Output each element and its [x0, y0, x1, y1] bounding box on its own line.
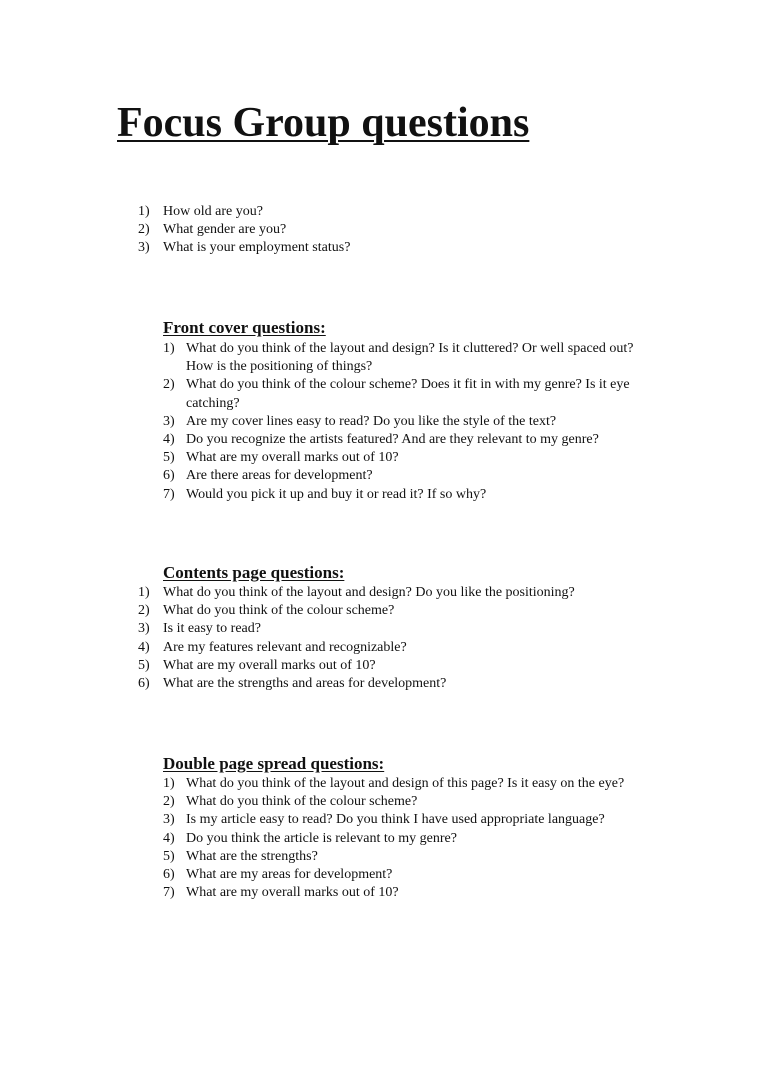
- basic-questions-list: [138, 203, 643, 258]
- double-page-spread-questions-list: [163, 775, 656, 902]
- list-item: [138, 584, 653, 602]
- item-number: 5): [163, 450, 175, 466]
- list-item: [163, 811, 656, 829]
- item-number: 7): [163, 885, 175, 901]
- list-item: [138, 239, 643, 257]
- item-text: Would you pick it up and buy it or read it? If so why?: [186, 486, 487, 502]
- front-cover-heading: Front cover questions:: [163, 318, 326, 337]
- item-text: Do you recognize the artists featured? And are they relevant to my genre?: [186, 432, 599, 448]
- list-item: [163, 449, 656, 467]
- list-item: [163, 431, 656, 449]
- item-number: 3): [138, 240, 150, 256]
- item-text: What do you think of the colour scheme?: [163, 603, 395, 619]
- item-text: What do you think of the layout and design? Do you like the positioning?: [163, 585, 575, 600]
- list-item: [163, 340, 656, 376]
- item-text: What are the strengths?: [186, 848, 318, 864]
- list-item: [138, 203, 643, 221]
- list-item: [163, 376, 656, 412]
- front-cover-questions-list: [163, 340, 656, 504]
- item-number: 2): [163, 377, 175, 393]
- item-number: 2): [138, 222, 150, 238]
- item-number: 4): [163, 432, 175, 448]
- item-text: Do you think the article is relevant to my genre?: [186, 830, 457, 846]
- item-text: What do you think of the layout and design of this page? Is it easy on the eye?: [186, 776, 625, 791]
- item-number: 2): [163, 794, 175, 810]
- list-item: [138, 639, 653, 657]
- item-number: 3): [138, 621, 150, 637]
- item-text: Are my features relevant and recognizable?: [163, 639, 407, 655]
- item-number: 1): [138, 204, 150, 219]
- item-text: Is my article easy to read? Do you think I have used appropriate language?: [186, 812, 605, 828]
- item-number: 1): [163, 341, 175, 356]
- item-number: 4): [163, 830, 175, 846]
- list-item: [163, 467, 656, 485]
- list-item: [138, 620, 653, 638]
- contents-page-questions-list: [138, 584, 653, 693]
- list-item: [163, 866, 656, 884]
- item-number: 5): [138, 657, 150, 673]
- item-number: 2): [138, 603, 150, 619]
- item-text: Is it easy to read?: [163, 621, 261, 637]
- item-number: 3): [163, 413, 175, 429]
- page-title: Focus Group questions: [117, 100, 530, 146]
- list-item: [163, 830, 656, 848]
- item-text: What gender are you?: [163, 222, 287, 238]
- item-number: 6): [163, 867, 175, 883]
- item-text: What are the strengths and areas for development?: [163, 676, 447, 692]
- item-number: 1): [163, 776, 175, 791]
- item-text: What are my overall marks out of 10?: [163, 657, 376, 673]
- item-number: 6): [163, 468, 175, 484]
- contents-page-heading: Contents page questions:: [163, 563, 345, 582]
- item-number: 7): [163, 486, 175, 502]
- item-number: 4): [138, 639, 150, 655]
- item-text: Are there areas for development?: [186, 468, 373, 484]
- item-number: 6): [138, 676, 150, 692]
- list-item: [138, 602, 653, 620]
- item-text: What do you think of the layout and design? Is it cluttered? Or well spaced out? How is the positioning of things?: [186, 341, 634, 375]
- double-page-spread-heading: Double page spread questions:: [163, 754, 385, 773]
- item-text: What is your employment status?: [163, 240, 351, 256]
- item-text: Are my cover lines easy to read? Do you like the style of the text?: [186, 413, 557, 429]
- list-item: [163, 413, 656, 431]
- list-item: [163, 775, 656, 793]
- item-text: What do you think of the colour scheme?: [186, 794, 418, 810]
- item-number: 1): [138, 585, 150, 600]
- item-text: What do you think of the colour scheme? Does it fit in with my genre? Is it eye catching?: [186, 377, 630, 411]
- list-item: [163, 848, 656, 866]
- list-item: [138, 221, 643, 239]
- item-text: How old are you?: [163, 204, 263, 219]
- item-text: What are my overall marks out of 10?: [186, 450, 399, 466]
- item-text: What are my overall marks out of 10?: [186, 885, 399, 901]
- list-item: [163, 486, 656, 504]
- list-item: [138, 657, 653, 675]
- list-item: [163, 793, 656, 811]
- list-item: [163, 884, 656, 902]
- item-text: What are my areas for development?: [186, 867, 393, 883]
- item-number: 3): [163, 812, 175, 828]
- item-number: 5): [163, 848, 175, 864]
- list-item: [138, 675, 653, 693]
